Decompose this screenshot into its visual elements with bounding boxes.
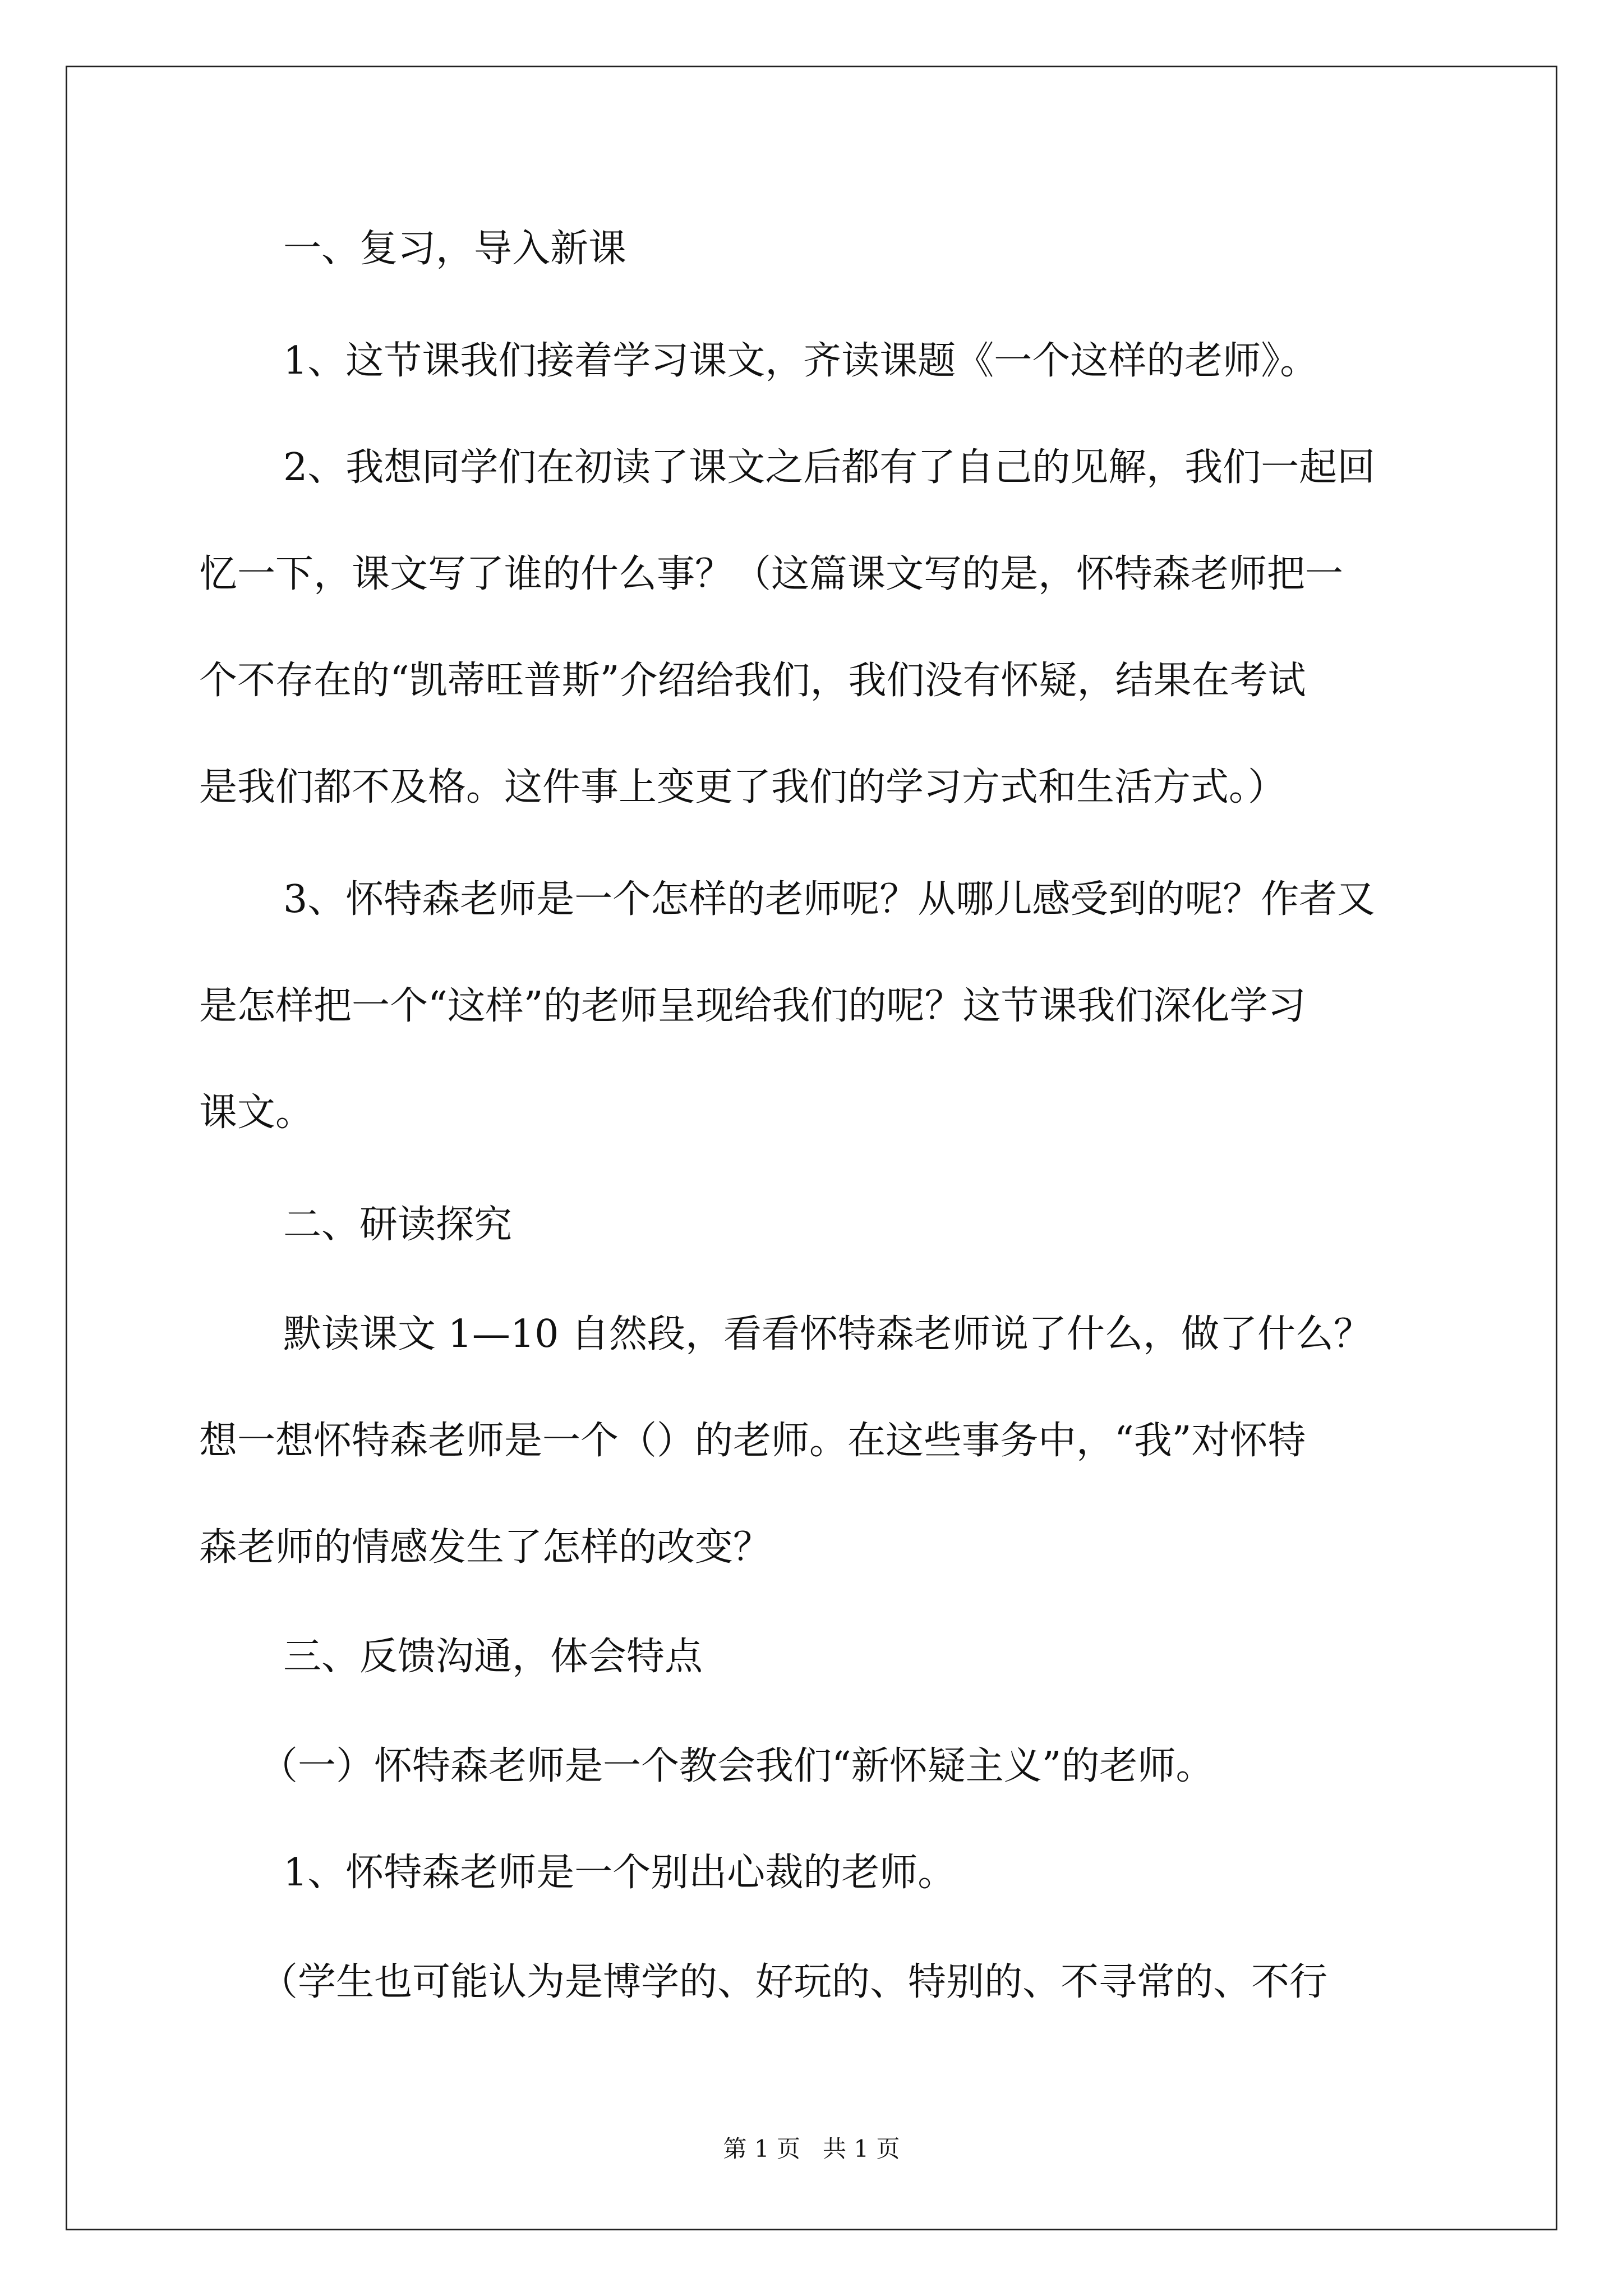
- page-border: [66, 66, 1557, 2230]
- paragraph-4-line-2: 想一想怀特森老师是一个（）的老师。在这些事务中，“我”对怀特: [199, 1419, 1306, 1463]
- heading-feedback: 三、反馈沟通，体会特点: [283, 1635, 703, 1679]
- paragraph-3-line-1: 3、怀特森老师是一个怎样的老师呢？从哪儿感受到的呢？作者又: [283, 877, 1376, 922]
- page-footer: 第 1 页 共 1 页: [723, 2135, 900, 2162]
- paragraph-3-line-2: 是怎样把一个“这样”的老师呈现给我们的呢？这节课我们深化学习: [199, 984, 1306, 1028]
- paragraph-1: 1、这节课我们接着学习课文，齐读课题《一个这样的老师》。: [283, 339, 1318, 383]
- paragraph-2-line-1: 2、我想同学们在初读了课文之后都有了自己的见解，我们一起回: [283, 445, 1376, 490]
- paragraph-7: （学生也可能认为是博学的、好玩的、特别的、不寻常的、不行: [260, 1960, 1328, 2004]
- paragraph-4-line-1: 默读课文 1—10 自然段，看看怀特森老师说了什么，做了什么？: [283, 1312, 1372, 1356]
- paragraph-2-line-4: 是我们都不及格。这件事上变更了我们的学习方式和生活方式。）: [199, 765, 1287, 809]
- paragraph-3-line-3: 课文。: [199, 1091, 314, 1135]
- paragraph-2-line-2: 忆一下，课文写了谁的什么事？（这篇课文写的是，怀特森老师把一: [199, 552, 1344, 596]
- paragraph-5: （一）怀特森老师是一个教会我们“新怀疑主义”的老师。: [260, 1744, 1214, 1788]
- paragraph-6: 1、怀特森老师是一个别出心裁的老师。: [283, 1851, 956, 1895]
- heading-study: 二、研读探究: [283, 1203, 513, 1247]
- heading-review: 一、复习，导入新课: [283, 227, 627, 271]
- paragraph-2-line-3: 个不存在的“凯蒂旺普斯”介绍给我们，我们没有怀疑，结果在考试: [199, 659, 1306, 703]
- paragraph-4-line-3: 森老师的情感发生了怎样的改变？: [199, 1525, 772, 1570]
